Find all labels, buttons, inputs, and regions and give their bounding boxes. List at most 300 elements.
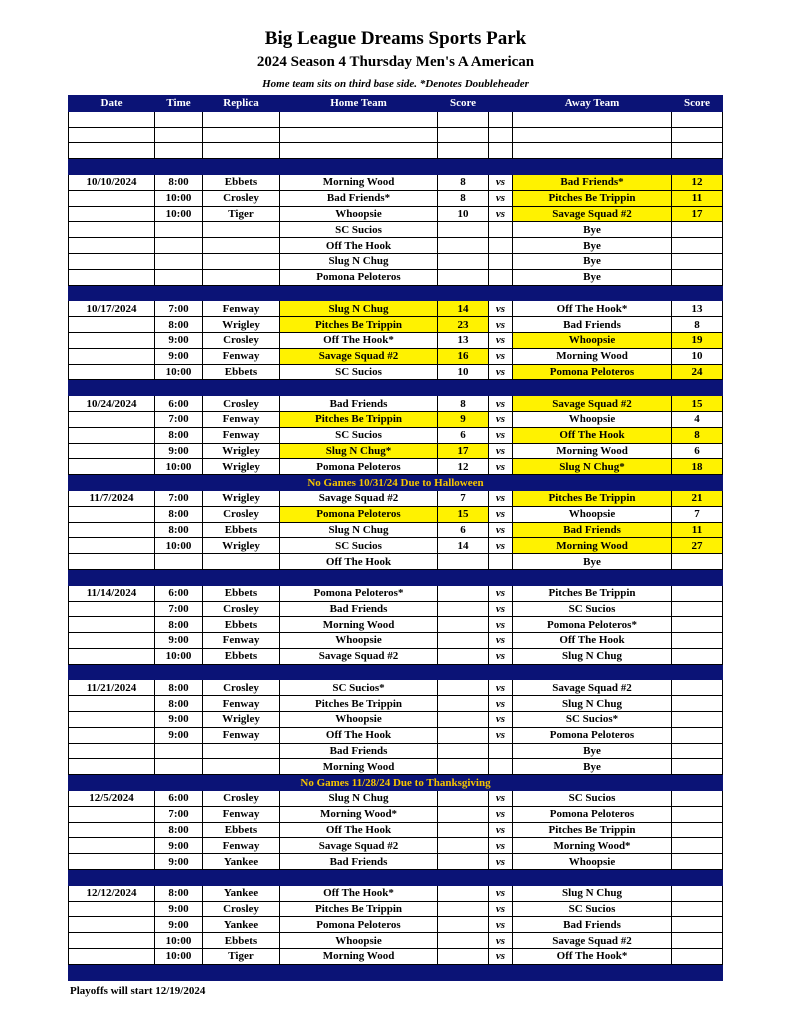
vs-cell: vs bbox=[489, 459, 513, 475]
col-replica: Replica bbox=[203, 96, 280, 112]
date-cell bbox=[69, 522, 155, 538]
home-team-cell: Morning Wood bbox=[280, 759, 438, 775]
home-team-cell: Bad Friends bbox=[280, 854, 438, 870]
vs-cell: vs bbox=[489, 822, 513, 838]
time-cell: 8:00 bbox=[155, 174, 203, 190]
away-score-cell: 11 bbox=[672, 522, 723, 538]
vs-cell: vs bbox=[489, 206, 513, 222]
date-cell bbox=[69, 538, 155, 554]
home-team-cell: Savage Squad #2 bbox=[280, 648, 438, 664]
date-cell bbox=[69, 838, 155, 854]
away-score-cell bbox=[672, 617, 723, 633]
home-score-cell: 8 bbox=[438, 396, 489, 412]
away-team-cell: Pitches Be Trippin bbox=[513, 490, 672, 506]
away-team-cell bbox=[513, 127, 672, 143]
away-score-cell bbox=[672, 901, 723, 917]
time-cell: 9:00 bbox=[155, 917, 203, 933]
game-row bbox=[69, 854, 723, 870]
replica-cell: Crosley bbox=[203, 901, 280, 917]
game-row bbox=[69, 949, 723, 965]
home-team-cell: Slug N Chug bbox=[280, 791, 438, 807]
col-time: Time bbox=[155, 96, 203, 112]
home-score-cell bbox=[438, 854, 489, 870]
replica-cell: Ebbets bbox=[203, 648, 280, 664]
away-score-cell: 12 bbox=[672, 174, 723, 190]
game-row bbox=[69, 317, 723, 333]
vs-cell: vs bbox=[489, 506, 513, 522]
vs-cell: vs bbox=[489, 633, 513, 649]
game-row bbox=[69, 617, 723, 633]
away-score-cell bbox=[672, 696, 723, 712]
away-team-cell: SC Sucios bbox=[513, 901, 672, 917]
game-row bbox=[69, 443, 723, 459]
away-score-cell: 6 bbox=[672, 443, 723, 459]
away-team-cell: Savage Squad #2 bbox=[513, 396, 672, 412]
home-score-cell: 10 bbox=[438, 206, 489, 222]
date-cell: 11/7/2024 bbox=[69, 490, 155, 506]
time-cell bbox=[155, 253, 203, 269]
time-cell: 8:00 bbox=[155, 506, 203, 522]
date-cell bbox=[69, 633, 155, 649]
date-cell bbox=[69, 949, 155, 965]
replica-cell: Crosley bbox=[203, 190, 280, 206]
date-cell bbox=[69, 111, 155, 127]
vs-cell: vs bbox=[489, 190, 513, 206]
away-team-cell: Bye bbox=[513, 238, 672, 254]
game-row bbox=[69, 822, 723, 838]
away-team-cell: Off The Hook bbox=[513, 427, 672, 443]
home-score-cell: 13 bbox=[438, 332, 489, 348]
home-score-cell: 23 bbox=[438, 317, 489, 333]
home-team-cell: Whoopsie bbox=[280, 712, 438, 728]
away-score-cell bbox=[672, 933, 723, 949]
away-score-cell: 15 bbox=[672, 396, 723, 412]
vs-cell: vs bbox=[489, 806, 513, 822]
vs-cell: vs bbox=[489, 854, 513, 870]
notice-text: No Games 10/31/24 Due to Halloween bbox=[69, 475, 723, 491]
game-row bbox=[69, 506, 723, 522]
date-cell bbox=[69, 917, 155, 933]
replica-cell: Tiger bbox=[203, 949, 280, 965]
vs-cell: vs bbox=[489, 490, 513, 506]
vs-cell bbox=[489, 554, 513, 570]
replica-cell: Ebbets bbox=[203, 522, 280, 538]
game-row bbox=[69, 538, 723, 554]
separator-cell bbox=[69, 664, 723, 680]
vs-cell: vs bbox=[489, 585, 513, 601]
home-team-cell: Off The Hook bbox=[280, 238, 438, 254]
away-score-cell: 27 bbox=[672, 538, 723, 554]
separator-cell bbox=[69, 380, 723, 396]
date-cell bbox=[69, 712, 155, 728]
away-team-cell: Bye bbox=[513, 554, 672, 570]
header-row bbox=[69, 96, 723, 112]
away-team-cell: Pomona Peloteros bbox=[513, 364, 672, 380]
game-row bbox=[69, 459, 723, 475]
away-score-cell: 8 bbox=[672, 317, 723, 333]
separator-cell bbox=[69, 285, 723, 301]
date-cell: 10/10/2024 bbox=[69, 174, 155, 190]
no-games-notice bbox=[69, 475, 723, 491]
home-team-cell: Pitches Be Trippin bbox=[280, 317, 438, 333]
away-team-cell: Whoopsie bbox=[513, 506, 672, 522]
replica-cell: Crosley bbox=[203, 332, 280, 348]
replica-cell: Wrigley bbox=[203, 459, 280, 475]
time-cell: 8:00 bbox=[155, 885, 203, 901]
game-row bbox=[69, 348, 723, 364]
date-cell bbox=[69, 901, 155, 917]
replica-cell: Fenway bbox=[203, 696, 280, 712]
away-team-cell: Morning Wood bbox=[513, 538, 672, 554]
replica-cell: Fenway bbox=[203, 301, 280, 317]
time-cell bbox=[155, 111, 203, 127]
home-score-cell: 17 bbox=[438, 443, 489, 459]
home-team-cell: Pitches Be Trippin bbox=[280, 696, 438, 712]
away-team-cell: Bye bbox=[513, 743, 672, 759]
away-score-cell: 4 bbox=[672, 411, 723, 427]
date-cell: 12/5/2024 bbox=[69, 791, 155, 807]
game-row bbox=[69, 238, 723, 254]
home-score-cell bbox=[438, 901, 489, 917]
home-team-cell: Bad Friends bbox=[280, 743, 438, 759]
away-team-cell: Morning Wood bbox=[513, 348, 672, 364]
away-score-cell bbox=[672, 759, 723, 775]
vs-cell: vs bbox=[489, 301, 513, 317]
away-score-cell: 19 bbox=[672, 332, 723, 348]
replica-cell: Yankee bbox=[203, 885, 280, 901]
away-score-cell bbox=[672, 680, 723, 696]
vs-cell: vs bbox=[489, 933, 513, 949]
replica-cell: Wrigley bbox=[203, 538, 280, 554]
game-row bbox=[69, 190, 723, 206]
time-cell: 6:00 bbox=[155, 791, 203, 807]
home-team-cell: Whoopsie bbox=[280, 933, 438, 949]
schedule-body bbox=[69, 111, 723, 980]
home-score-cell bbox=[438, 269, 489, 285]
home-team-cell: Whoopsie bbox=[280, 633, 438, 649]
separator-cell bbox=[69, 569, 723, 585]
date-cell: 10/17/2024 bbox=[69, 301, 155, 317]
week-separator bbox=[69, 569, 723, 585]
home-score-cell bbox=[438, 601, 489, 617]
away-score-cell bbox=[672, 554, 723, 570]
away-team-cell: Slug N Chug bbox=[513, 696, 672, 712]
time-cell: 9:00 bbox=[155, 633, 203, 649]
time-cell bbox=[155, 222, 203, 238]
replica-cell: Crosley bbox=[203, 506, 280, 522]
vs-cell: vs bbox=[489, 838, 513, 854]
date-cell bbox=[69, 206, 155, 222]
time-cell: 10:00 bbox=[155, 949, 203, 965]
replica-cell: Fenway bbox=[203, 727, 280, 743]
game-row bbox=[69, 396, 723, 412]
week-separator bbox=[69, 870, 723, 886]
time-cell: 8:00 bbox=[155, 427, 203, 443]
away-score-cell bbox=[672, 854, 723, 870]
away-score-cell: 13 bbox=[672, 301, 723, 317]
home-score-cell: 8 bbox=[438, 190, 489, 206]
replica-cell: Wrigley bbox=[203, 490, 280, 506]
col-vs bbox=[489, 96, 513, 112]
vs-cell: vs bbox=[489, 411, 513, 427]
away-score-cell: 18 bbox=[672, 459, 723, 475]
away-team-cell: Pomona Peloteros* bbox=[513, 617, 672, 633]
vs-cell: vs bbox=[489, 427, 513, 443]
home-team-cell: Savage Squad #2 bbox=[280, 490, 438, 506]
date-cell bbox=[69, 648, 155, 664]
vs-cell: vs bbox=[489, 332, 513, 348]
game-row bbox=[69, 206, 723, 222]
home-score-cell: 15 bbox=[438, 506, 489, 522]
game-row bbox=[69, 222, 723, 238]
home-team-cell: Off The Hook bbox=[280, 822, 438, 838]
home-team-cell: Off The Hook* bbox=[280, 885, 438, 901]
vs-cell bbox=[489, 759, 513, 775]
game-row bbox=[69, 174, 723, 190]
time-cell: 9:00 bbox=[155, 712, 203, 728]
away-team-cell: Whoopsie bbox=[513, 411, 672, 427]
away-team-cell: Pomona Peloteros bbox=[513, 727, 672, 743]
game-row bbox=[69, 332, 723, 348]
home-score-cell bbox=[438, 806, 489, 822]
away-score-cell bbox=[672, 743, 723, 759]
time-cell: 9:00 bbox=[155, 348, 203, 364]
week-separator bbox=[69, 159, 723, 175]
date-cell: 12/12/2024 bbox=[69, 885, 155, 901]
away-score-cell bbox=[672, 222, 723, 238]
away-score-cell: 21 bbox=[672, 490, 723, 506]
home-score-cell: 14 bbox=[438, 538, 489, 554]
date-cell bbox=[69, 127, 155, 143]
blank-row bbox=[69, 143, 723, 159]
time-cell: 10:00 bbox=[155, 933, 203, 949]
game-row bbox=[69, 696, 723, 712]
home-team-cell bbox=[280, 111, 438, 127]
away-team-cell: SC Sucios bbox=[513, 791, 672, 807]
time-cell bbox=[155, 759, 203, 775]
replica-cell: Fenway bbox=[203, 838, 280, 854]
separator-cell bbox=[69, 159, 723, 175]
separator-cell bbox=[69, 964, 723, 980]
vs-cell: vs bbox=[489, 712, 513, 728]
schedule-table bbox=[68, 95, 723, 981]
time-cell: 8:00 bbox=[155, 617, 203, 633]
date-cell bbox=[69, 253, 155, 269]
date-cell bbox=[69, 743, 155, 759]
vs-cell: vs bbox=[489, 696, 513, 712]
away-team-cell: Bye bbox=[513, 222, 672, 238]
home-score-cell: 14 bbox=[438, 301, 489, 317]
separator-cell bbox=[69, 870, 723, 886]
page-subtitle: 2024 Season 4 Thursday Men's A American bbox=[256, 54, 535, 70]
home-score-cell bbox=[438, 633, 489, 649]
home-score-cell bbox=[438, 585, 489, 601]
date-cell bbox=[69, 269, 155, 285]
playoffs-note: Playoffs will start 12/19/2024 bbox=[70, 985, 206, 997]
home-team-cell: Morning Wood* bbox=[280, 806, 438, 822]
col-home-team: Home Team bbox=[280, 96, 438, 112]
away-score-cell bbox=[672, 585, 723, 601]
home-team-cell: Pomona Peloteros bbox=[280, 459, 438, 475]
away-team-cell: SC Sucios* bbox=[513, 712, 672, 728]
replica-cell bbox=[203, 269, 280, 285]
away-team-cell: Savage Squad #2 bbox=[513, 933, 672, 949]
away-score-cell bbox=[672, 253, 723, 269]
time-cell bbox=[155, 554, 203, 570]
date-cell bbox=[69, 427, 155, 443]
vs-cell: vs bbox=[489, 538, 513, 554]
away-score-cell bbox=[672, 648, 723, 664]
home-team-cell: Off The Hook bbox=[280, 554, 438, 570]
col-date: Date bbox=[69, 96, 155, 112]
time-cell: 10:00 bbox=[155, 459, 203, 475]
vs-cell: vs bbox=[489, 348, 513, 364]
away-team-cell: Bye bbox=[513, 253, 672, 269]
away-score-cell: 8 bbox=[672, 427, 723, 443]
home-team-cell: Bad Friends* bbox=[280, 190, 438, 206]
home-score-cell bbox=[438, 111, 489, 127]
game-row bbox=[69, 885, 723, 901]
home-team-cell: SC Sucios bbox=[280, 222, 438, 238]
game-row bbox=[69, 585, 723, 601]
blank-row bbox=[69, 127, 723, 143]
vs-cell: vs bbox=[489, 791, 513, 807]
home-team-cell: Slug N Chug bbox=[280, 301, 438, 317]
date-cell bbox=[69, 317, 155, 333]
vs-cell: vs bbox=[489, 917, 513, 933]
away-team-cell: Bad Friends bbox=[513, 917, 672, 933]
schedule-note: Home team sits on third base side. *Denotes Doubleheader bbox=[262, 78, 529, 90]
game-row bbox=[69, 917, 723, 933]
away-score-cell bbox=[672, 917, 723, 933]
home-score-cell bbox=[438, 727, 489, 743]
replica-cell: Fenway bbox=[203, 348, 280, 364]
home-team-cell: Slug N Chug bbox=[280, 522, 438, 538]
home-score-cell: 8 bbox=[438, 174, 489, 190]
away-score-cell bbox=[672, 269, 723, 285]
away-score-cell: 11 bbox=[672, 190, 723, 206]
replica-cell: Ebbets bbox=[203, 933, 280, 949]
home-team-cell bbox=[280, 143, 438, 159]
date-cell: 11/21/2024 bbox=[69, 680, 155, 696]
time-cell: 9:00 bbox=[155, 332, 203, 348]
game-row bbox=[69, 712, 723, 728]
game-row bbox=[69, 427, 723, 443]
time-cell: 7:00 bbox=[155, 411, 203, 427]
away-team-cell: Bye bbox=[513, 759, 672, 775]
replica-cell bbox=[203, 238, 280, 254]
replica-cell: Crosley bbox=[203, 680, 280, 696]
time-cell bbox=[155, 269, 203, 285]
home-score-cell bbox=[438, 885, 489, 901]
date-cell bbox=[69, 759, 155, 775]
home-score-cell bbox=[438, 838, 489, 854]
home-team-cell: Slug N Chug* bbox=[280, 443, 438, 459]
date-cell bbox=[69, 238, 155, 254]
replica-cell: Crosley bbox=[203, 396, 280, 412]
away-score-cell bbox=[672, 949, 723, 965]
vs-cell: vs bbox=[489, 174, 513, 190]
away-team-cell: Savage Squad #2 bbox=[513, 680, 672, 696]
date-cell bbox=[69, 348, 155, 364]
replica-cell: Yankee bbox=[203, 854, 280, 870]
away-score-cell: 24 bbox=[672, 364, 723, 380]
away-score-cell bbox=[672, 127, 723, 143]
away-score-cell bbox=[672, 712, 723, 728]
game-row bbox=[69, 680, 723, 696]
away-score-cell: 17 bbox=[672, 206, 723, 222]
away-team-cell: Morning Wood* bbox=[513, 838, 672, 854]
time-cell: 8:00 bbox=[155, 822, 203, 838]
away-score-cell bbox=[672, 885, 723, 901]
date-cell bbox=[69, 854, 155, 870]
home-score-cell bbox=[438, 253, 489, 269]
home-team-cell: Off The Hook* bbox=[280, 332, 438, 348]
date-cell bbox=[69, 364, 155, 380]
away-team-cell: Morning Wood bbox=[513, 443, 672, 459]
away-team-cell bbox=[513, 143, 672, 159]
replica-cell bbox=[203, 253, 280, 269]
replica-cell bbox=[203, 143, 280, 159]
vs-cell bbox=[489, 269, 513, 285]
home-score-cell bbox=[438, 712, 489, 728]
game-row bbox=[69, 633, 723, 649]
home-score-cell: 16 bbox=[438, 348, 489, 364]
away-team-cell: Pitches Be Trippin bbox=[513, 190, 672, 206]
away-score-cell: 10 bbox=[672, 348, 723, 364]
away-team-cell bbox=[513, 111, 672, 127]
col-away-score: Score bbox=[672, 96, 723, 112]
away-team-cell: Slug N Chug bbox=[513, 885, 672, 901]
vs-cell bbox=[489, 743, 513, 759]
replica-cell bbox=[203, 554, 280, 570]
away-team-cell: Whoopsie bbox=[513, 332, 672, 348]
game-row bbox=[69, 269, 723, 285]
home-team-cell: SC Sucios bbox=[280, 427, 438, 443]
replica-cell: Ebbets bbox=[203, 364, 280, 380]
date-cell bbox=[69, 727, 155, 743]
home-team-cell: Pitches Be Trippin bbox=[280, 411, 438, 427]
home-score-cell bbox=[438, 917, 489, 933]
replica-cell bbox=[203, 222, 280, 238]
home-score-cell: 6 bbox=[438, 522, 489, 538]
game-row bbox=[69, 806, 723, 822]
away-score-cell bbox=[672, 727, 723, 743]
away-score-cell: 7 bbox=[672, 506, 723, 522]
replica-cell: Wrigley bbox=[203, 712, 280, 728]
home-team-cell: SC Sucios* bbox=[280, 680, 438, 696]
date-cell bbox=[69, 822, 155, 838]
home-team-cell: SC Sucios bbox=[280, 364, 438, 380]
home-team-cell: Morning Wood bbox=[280, 949, 438, 965]
game-row bbox=[69, 791, 723, 807]
col-away-team: Away Team bbox=[513, 96, 672, 112]
time-cell bbox=[155, 127, 203, 143]
replica-cell: Fenway bbox=[203, 411, 280, 427]
game-row bbox=[69, 727, 723, 743]
date-cell bbox=[69, 332, 155, 348]
vs-cell: vs bbox=[489, 443, 513, 459]
away-score-cell bbox=[672, 838, 723, 854]
date-cell bbox=[69, 617, 155, 633]
home-team-cell: Savage Squad #2 bbox=[280, 838, 438, 854]
game-row bbox=[69, 759, 723, 775]
vs-cell: vs bbox=[489, 364, 513, 380]
time-cell: 7:00 bbox=[155, 806, 203, 822]
time-cell: 9:00 bbox=[155, 443, 203, 459]
time-cell: 9:00 bbox=[155, 727, 203, 743]
vs-cell: vs bbox=[489, 901, 513, 917]
